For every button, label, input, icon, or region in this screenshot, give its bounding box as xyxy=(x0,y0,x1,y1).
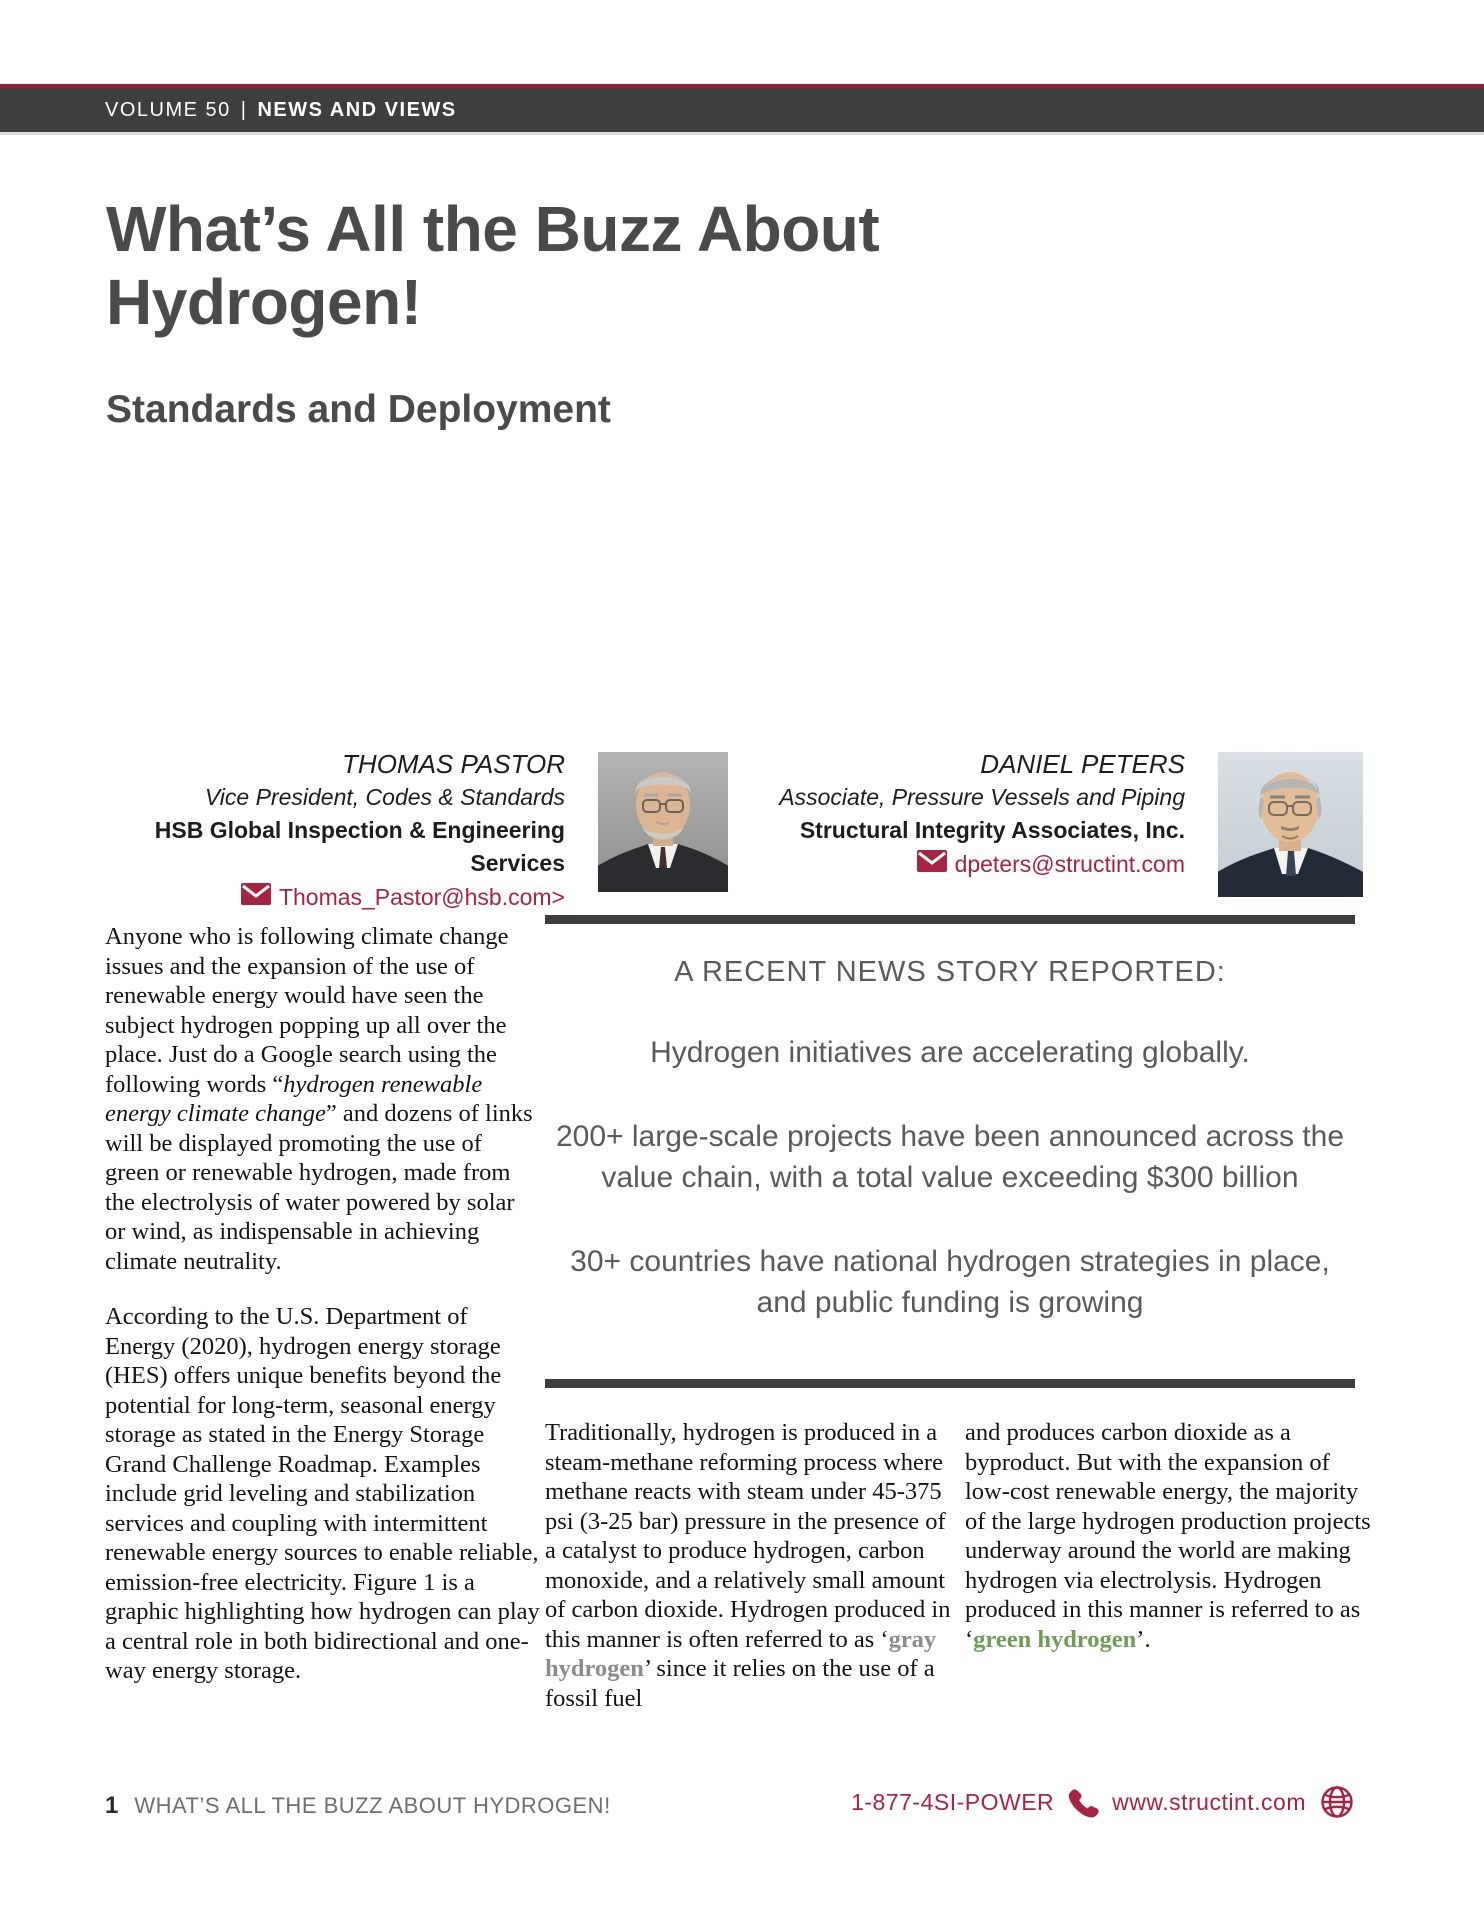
article-title-line2: Hydrogen! xyxy=(106,266,422,338)
paragraph-climate xyxy=(105,922,541,1276)
envelope-icon xyxy=(241,880,271,915)
news-story-box xyxy=(545,915,1355,1388)
author-organization: Structural Integrity Associates, Inc. xyxy=(799,817,1185,843)
author-role: Vice President, Codes & Standards xyxy=(204,784,565,810)
paragraph-doe: According to the U.S. Department of Energy (2020), hydrogen energy storage (HES) offers unique benefits beyond the potential for long-term, seasonal energy storage as stated in the Energy Storage Grand Challenge Roadmap. Examples include grid leveling and stabilization services and coupling with intermittent renewable energy sources to enable reliable, emission-free electricity. Figure 1 is a graphic highlighting how hydrogen can play a central role in both bidirectional and one-way energy storage. xyxy=(105,1303,540,1684)
page-number: 1 xyxy=(105,1792,119,1819)
paragraph-text: ’. xyxy=(1136,1625,1151,1653)
author-organization: HSB Global Inspection & Engineering Services xyxy=(154,817,565,876)
paragraph-gray-hydrogen xyxy=(545,1418,959,1713)
paragraph-text: ’ since it relies on the use of a fossil fuel xyxy=(545,1655,935,1712)
author-block-daniel-peters xyxy=(655,748,1185,882)
footer-contact xyxy=(851,1784,1355,1820)
header-underline xyxy=(0,132,1484,135)
author-email-row xyxy=(95,880,565,915)
article-subtitle: Standards and Deployment xyxy=(106,388,611,431)
website-link[interactable]: www.structint.com xyxy=(1112,1788,1306,1815)
green-hydrogen-term: green hydrogen xyxy=(973,1625,1137,1653)
author-email-link[interactable]: Thomas_Pastor@hsb.com> xyxy=(278,884,565,910)
author-photo-daniel-peters xyxy=(1218,752,1363,897)
paragraph-text: Traditionally, hydrogen is produced in a steam-methane reforming process where methane reacts with steam under 45-375 psi (3-25 bar) pressure in the presence of a catalyst to produce hydrogen, carbon monoxide, and a relatively small amount of carbon dioxide. Hydrogen produced in this manner is often referred to as ‘ xyxy=(545,1419,951,1653)
news-quote-1: Hydrogen initiatives are accelerating globally. xyxy=(650,1036,1250,1069)
globe-icon xyxy=(1319,1784,1355,1820)
paragraph-green-hydrogen xyxy=(965,1418,1379,1654)
phone-number[interactable]: 1-877-4SI-POWER xyxy=(851,1788,1055,1815)
search-phrase-italic: hydrogen renewable energy climate change xyxy=(105,1070,483,1127)
header-bar xyxy=(0,88,1484,132)
green-hydrogen-column xyxy=(965,1418,1379,1654)
author-role: Associate, Pressure Vessels and Piping xyxy=(779,784,1185,810)
footer-article-title: WHAT’S ALL THE BUZZ ABOUT HYDROGEN! xyxy=(134,1793,611,1818)
author-name: THOMAS PASTOR xyxy=(342,749,565,779)
news-box-bottom-rule xyxy=(545,1379,1355,1388)
article-title xyxy=(106,193,1206,339)
header-separator: | xyxy=(240,98,248,121)
news-quote-2: 200+ large-scale projects have been announced across the value chain, with a total value exceeding $300 billion xyxy=(555,1120,1345,1194)
volume-label: VOLUME 50 xyxy=(105,98,231,121)
gray-hydrogen-term: gray hydrogen xyxy=(545,1625,937,1682)
news-box-top-rule xyxy=(545,915,1355,924)
paragraph-text: and produces carbon dioxide as a byproduct. But with the expansion of low-cost renewable energy, the majority of the large hydrogen production projects underway around the world are making hydrogen via electrolysis. Hydrogen produced in this manner is referred to as ‘ xyxy=(965,1419,1371,1653)
paragraph-text: Anyone who is following climate change issues and the expansion of the use of renewable energy would have seen the subject hydrogen popping up all over the place. Just do a Google search using the following words “ xyxy=(105,923,509,1098)
gray-hydrogen-column xyxy=(545,1418,959,1713)
article-title-line1: What’s All the Buzz About xyxy=(106,193,880,265)
author-email-link[interactable]: dpeters@structint.com xyxy=(954,851,1185,877)
news-heading: A RECENT NEWS STORY REPORTED: xyxy=(674,956,1226,988)
envelope-icon xyxy=(917,847,947,882)
paragraph-text: ” and dozens of links will be displayed promoting the use of green or renewable hydrogen, made from the electrolysis of water powered by solar or wind, as indispensable in achieving climate neutrality. xyxy=(105,1100,533,1275)
news-box-content xyxy=(545,924,1355,1323)
author-name: DANIEL PETERS xyxy=(980,749,1185,779)
author-block-thomas-pastor xyxy=(95,748,565,915)
section-label: NEWS AND VIEWS xyxy=(257,98,457,121)
phone-icon xyxy=(1067,1786,1099,1818)
intro-column xyxy=(105,922,541,1712)
footer-left xyxy=(105,1792,611,1820)
author-email-row xyxy=(655,847,1185,882)
header-text xyxy=(105,88,457,132)
news-quote-3: 30+ countries have national hydrogen strategies in place, and public funding is growing xyxy=(570,1245,1330,1319)
